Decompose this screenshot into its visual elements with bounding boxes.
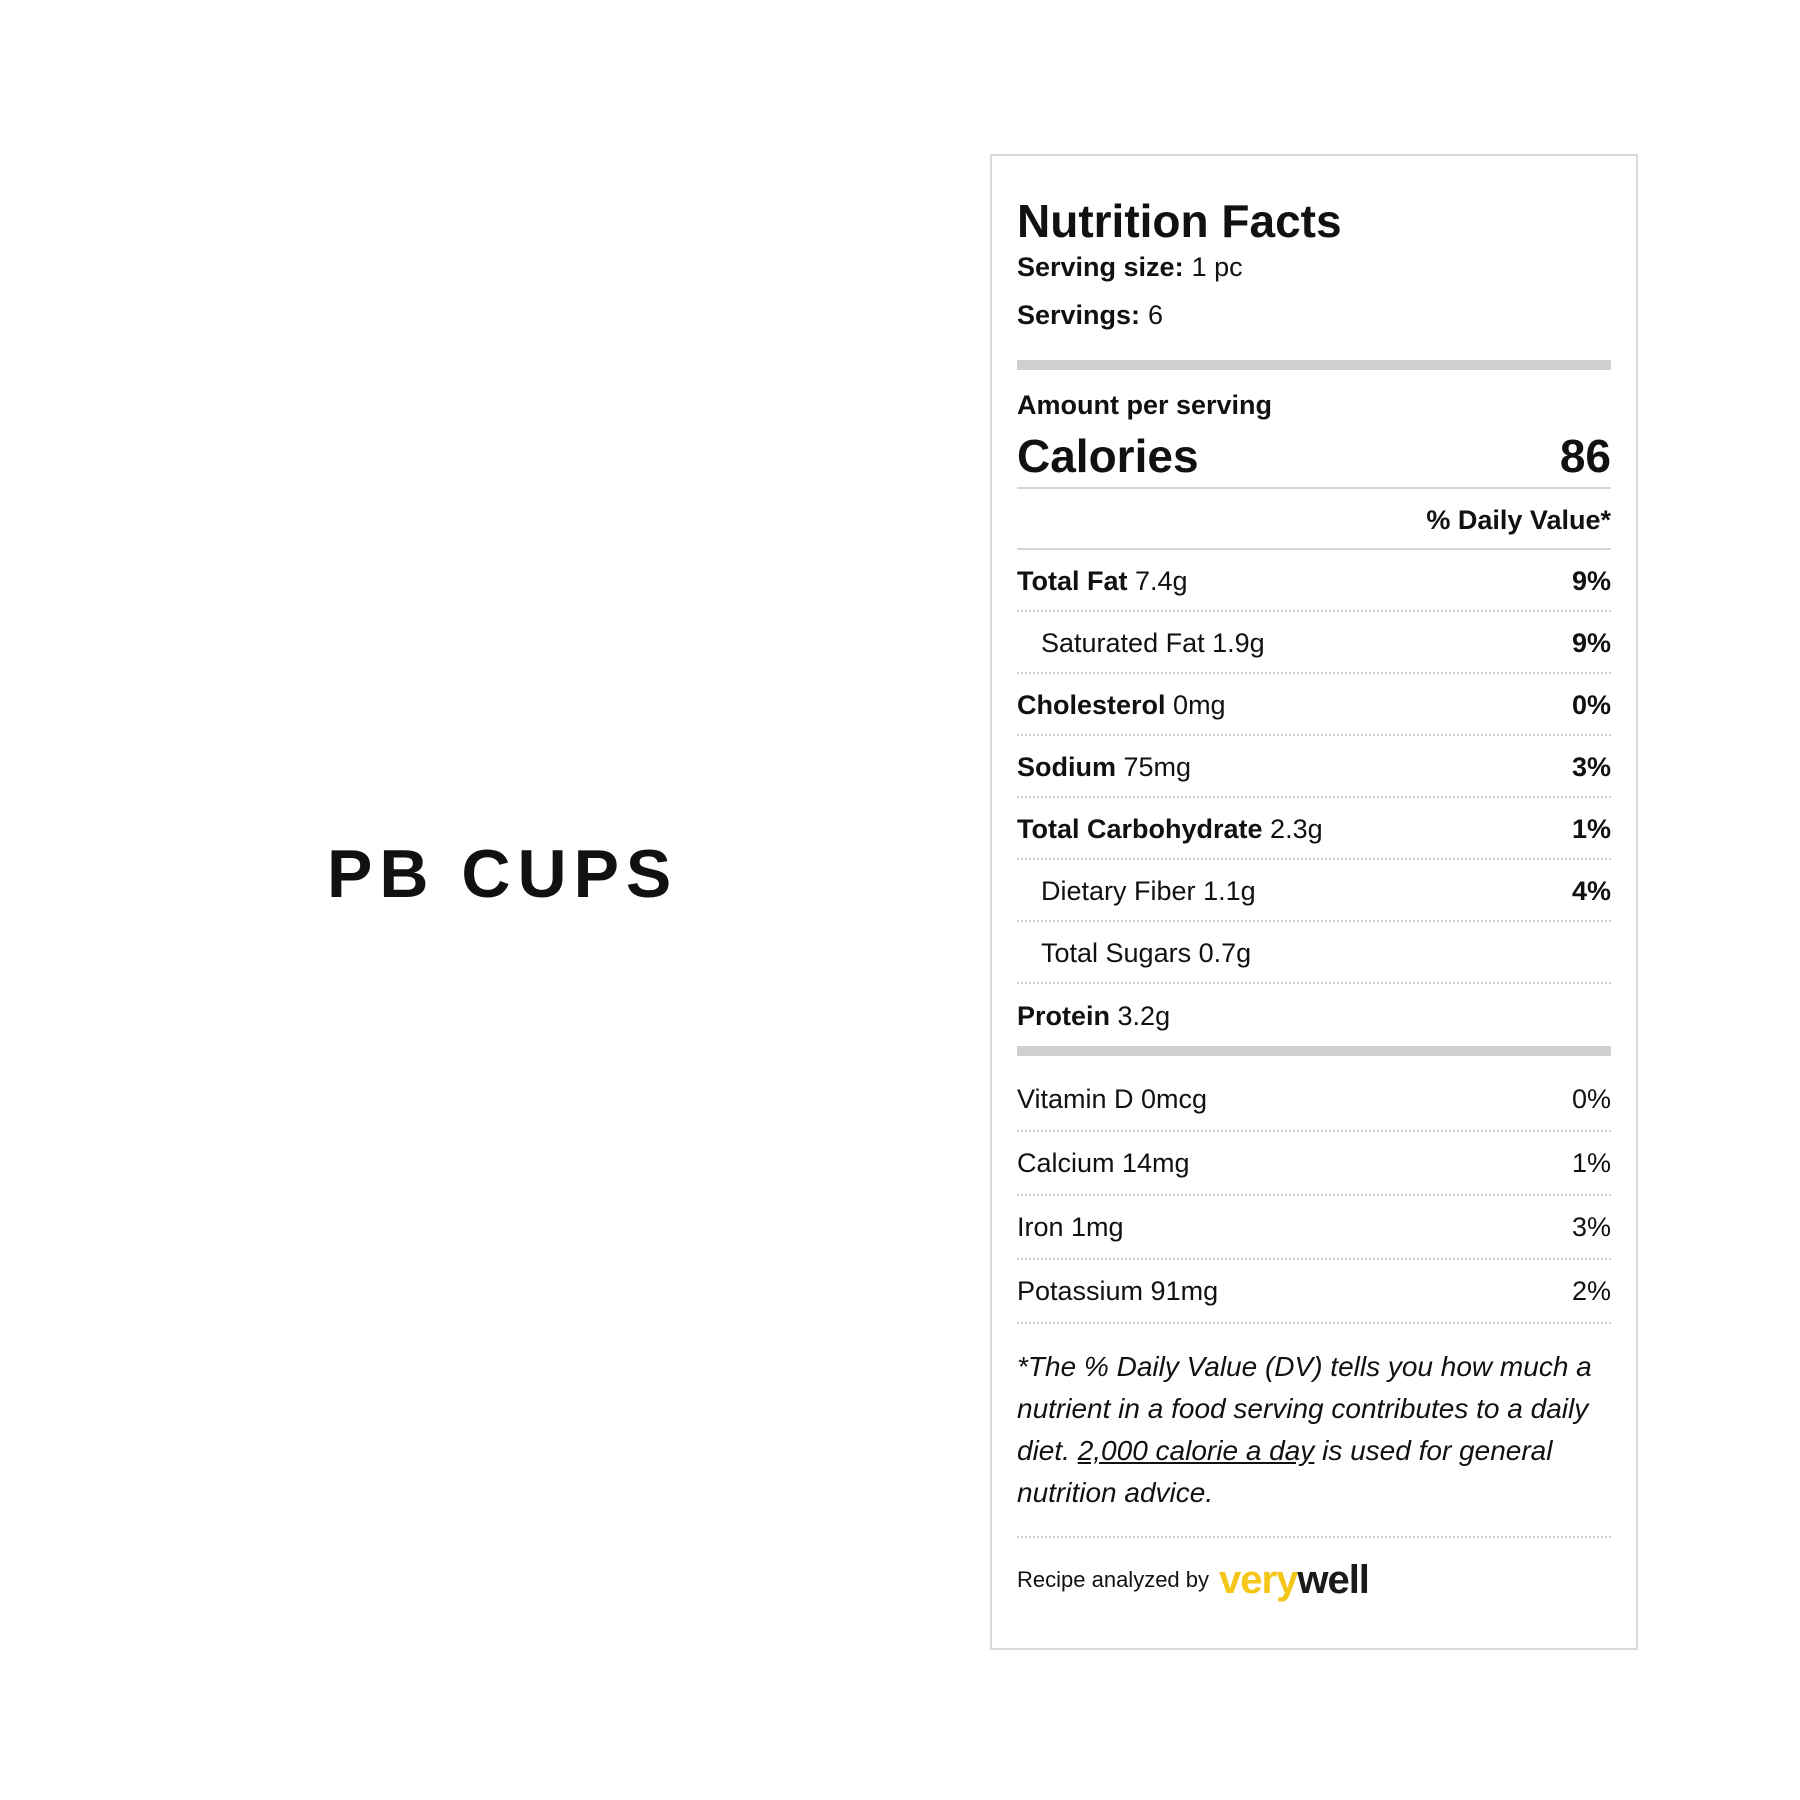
nutrient-dv: 1%: [1571, 813, 1611, 844]
analyzed-by-text: Recipe analyzed by: [1017, 1567, 1210, 1592]
vitamin-dv: 1%: [1571, 1147, 1611, 1178]
nutrient-row-saturated-fat: [1017, 612, 1611, 674]
servings-value: 6: [1148, 300, 1164, 330]
nutrient-row-total-fat: [1017, 550, 1611, 612]
nutrient-name: Protein: [1017, 1000, 1111, 1031]
vitamin-text: Potassium 91mg: [1017, 1275, 1219, 1306]
nutrient-amount: 2.3g: [1270, 813, 1323, 844]
daily-value-footnote: [1017, 1324, 1611, 1538]
vitamin-text: Calcium 14mg: [1017, 1147, 1190, 1178]
vitamin-dv: 3%: [1571, 1211, 1611, 1242]
nutrient-name: Total Fat: [1017, 565, 1128, 596]
vitamin-text: Vitamin D 0mcg: [1017, 1083, 1208, 1114]
servings-line: [1017, 302, 1611, 350]
nutrient-name: Sodium: [1017, 751, 1116, 782]
nutrition-facts-label: [990, 154, 1638, 1650]
nutrition-facts-title: Nutrition Facts: [1017, 195, 1342, 247]
servings-label: Servings:: [1017, 300, 1141, 330]
calories-label: Calories: [1017, 430, 1199, 482]
nutrient-dv: 4%: [1571, 875, 1611, 906]
logo-well: well: [1297, 1558, 1369, 1602]
calorie-advice-link[interactable]: 2,000 calorie a day: [1077, 1435, 1315, 1466]
nutrient-row-dietary-fiber: [1017, 860, 1611, 922]
vitamin-text: Iron 1mg: [1017, 1211, 1124, 1242]
nutrient-amount: 1.1g: [1203, 875, 1256, 906]
calories-row: [1017, 419, 1611, 489]
serving-size-label: Serving size:: [1017, 252, 1184, 282]
vitamin-row-vitamin-d: [1017, 1068, 1611, 1132]
thick-divider: [1017, 360, 1611, 370]
nutrient-row-total-sugars: [1017, 922, 1611, 984]
vitamin-row-iron: [1017, 1196, 1611, 1260]
vitamin-row-calcium: [1017, 1132, 1611, 1196]
nutrient-row-sodium: [1017, 736, 1611, 798]
nutrient-amount: 75mg: [1123, 751, 1192, 782]
nutrient-row-protein: [1017, 984, 1611, 1046]
nutrient-name: Total Carbohydrate: [1017, 813, 1263, 844]
nutrient-dv: 3%: [1571, 751, 1611, 782]
vitamin-dv: 0%: [1571, 1083, 1611, 1114]
thick-divider: [1017, 1046, 1611, 1056]
nutrient-amount: 3.2g: [1117, 1000, 1171, 1031]
nutrient-row-cholesterol: [1017, 674, 1611, 736]
nutrient-dv: 9%: [1571, 627, 1611, 658]
vitamin-row-potassium: [1017, 1260, 1611, 1324]
nutrient-dv: 9%: [1571, 565, 1611, 596]
logo-very: very: [1219, 1558, 1298, 1602]
nutrient-name: Dietary Fiber: [1041, 875, 1196, 906]
nutrient-name: Total Sugars: [1041, 937, 1192, 968]
nutrient-dv: 0%: [1571, 689, 1611, 720]
nutrient-amount: 0.7g: [1198, 937, 1252, 968]
footnote-text-end: is used for general nutrition advice.: [1017, 1435, 1553, 1508]
nutrient-name: Saturated Fat: [1041, 627, 1205, 658]
footnote-text: *The % Daily Value (DV) tells you how much a nutrient in a food serving contributes to a daily diet.: [1017, 1351, 1592, 1466]
calories-value: 86: [1559, 430, 1611, 482]
nutrient-row-total-carbohydrate: [1017, 798, 1611, 860]
verywell-logo: [1219, 1560, 1369, 1600]
nutrient-amount: 0mg: [1173, 689, 1226, 720]
serving-size-value: 1 pc: [1191, 252, 1243, 282]
nutrient-amount: 7.4g: [1135, 565, 1188, 596]
serving-size-line: [1017, 254, 1611, 302]
daily-value-header: % Daily Value*: [1017, 489, 1611, 550]
vitamin-dv: 2%: [1571, 1275, 1611, 1306]
nutrient-amount: 1.9g: [1212, 627, 1265, 658]
amount-per-serving: Amount per serving: [1017, 390, 1273, 420]
nutrient-name: Cholesterol: [1017, 689, 1166, 720]
recipe-title: PB CUPS: [327, 836, 679, 912]
analyzed-by-row: [1017, 1538, 1611, 1600]
